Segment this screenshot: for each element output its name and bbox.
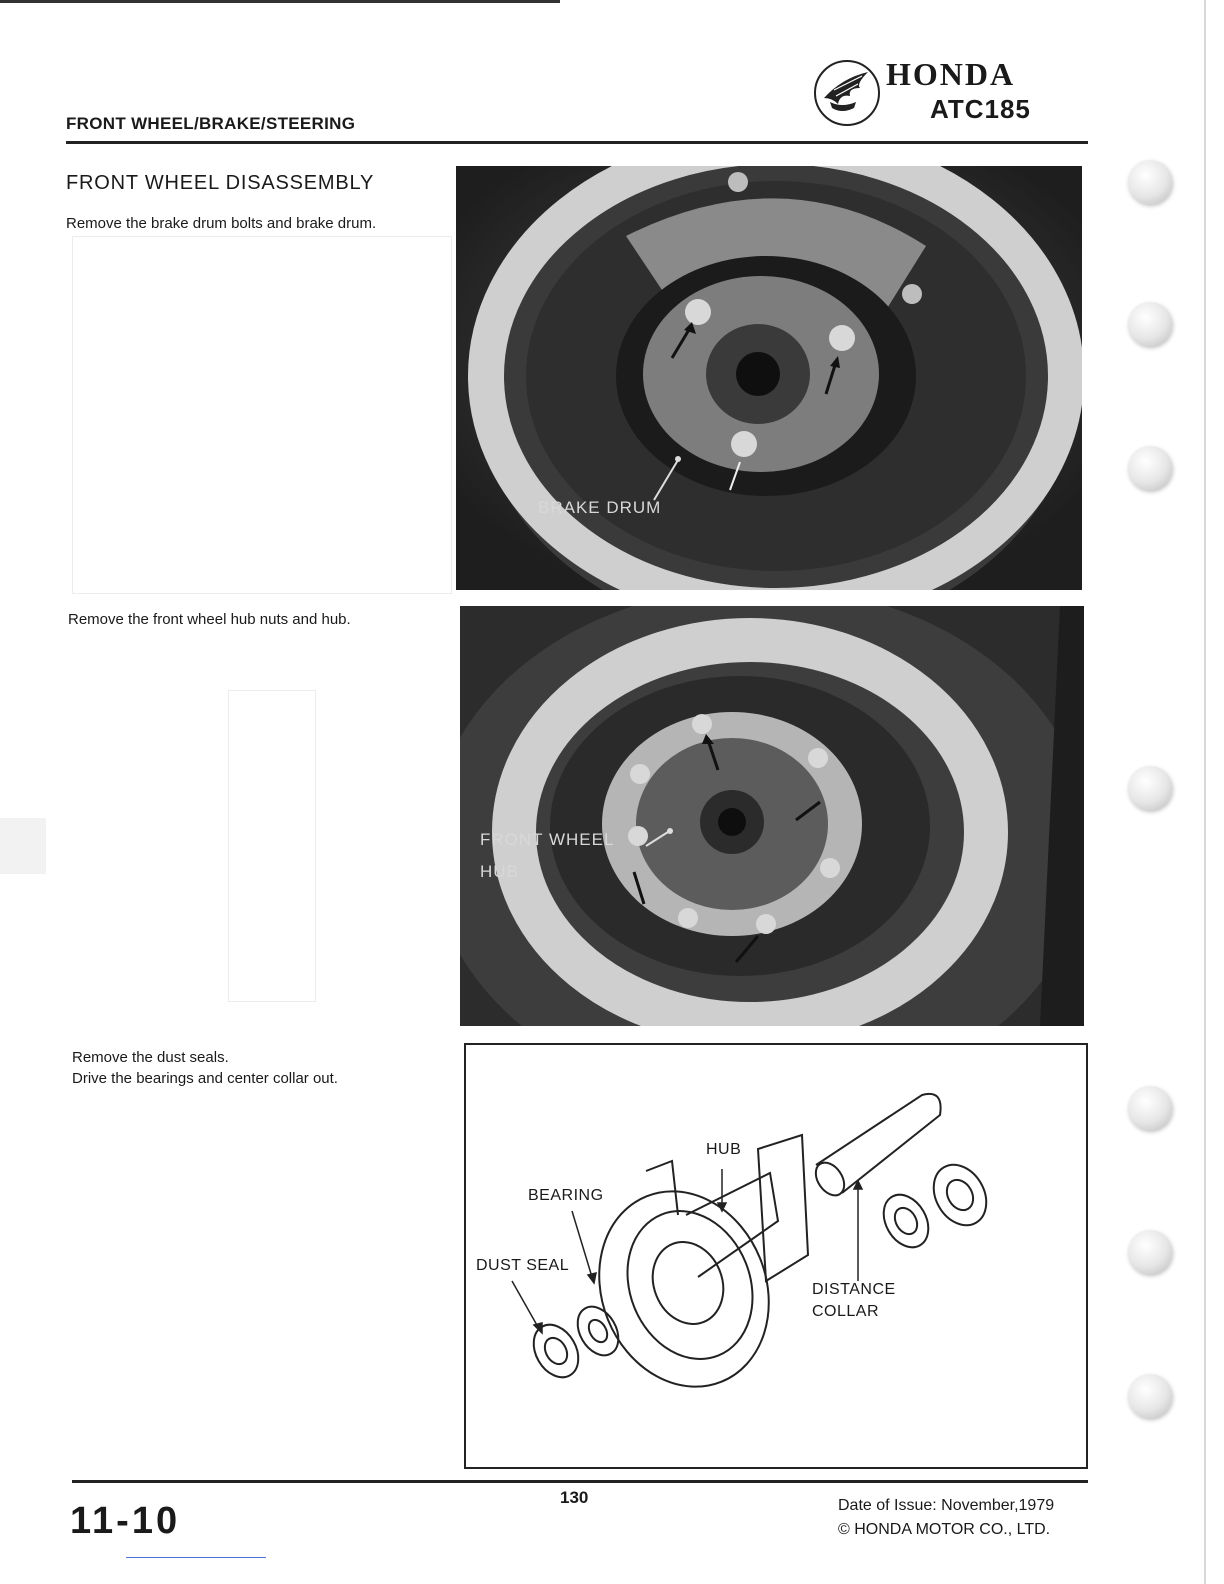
bearing-label: BEARING	[528, 1187, 604, 1204]
step-text: Remove the brake drum bolts and brake drum.	[66, 215, 377, 232]
model-name: ATC185	[930, 94, 1031, 124]
binder-hole	[1128, 160, 1172, 204]
step-text: Remove the dust seals.	[72, 1049, 229, 1066]
front-wheel-hub-photo	[460, 606, 1084, 1026]
issue-info	[838, 1494, 1054, 1542]
top-border-line	[0, 0, 560, 3]
binder-hole	[1128, 446, 1172, 490]
date-of-issue: Date of Issue: November,1979	[838, 1497, 1055, 1514]
step-text: Remove the front wheel hub nuts and hub.	[68, 611, 351, 628]
page-code: 11-10	[70, 1500, 181, 1542]
binder-hole	[1128, 1086, 1172, 1130]
tab-marker	[0, 818, 46, 874]
hub-label: HUB	[706, 1141, 742, 1158]
bleed-through-figure	[72, 236, 452, 594]
footer-rule	[72, 1480, 1088, 1483]
brand-name: HONDA	[886, 56, 1016, 92]
bleed-through-figure	[228, 690, 316, 1002]
page-heading: FRONT WHEEL DISASSEMBLY	[66, 172, 375, 194]
distance-collar-label-line2: COLLAR	[812, 1303, 880, 1320]
link-underline	[126, 1557, 266, 1558]
dust-seal-label: DUST SEAL	[476, 1257, 570, 1274]
brake-drum-label: BRAKE DRUM	[538, 498, 662, 517]
hub-label-line2: HUB	[480, 862, 519, 881]
header-rule	[66, 141, 1088, 144]
page-number: 130	[560, 1488, 589, 1507]
binder-hole	[1128, 1374, 1172, 1418]
brake-drum-photo	[456, 166, 1082, 590]
binder-hole	[1128, 766, 1172, 810]
front-wheel-label-line1: FRONT WHEEL	[480, 830, 615, 849]
honda-wing-logo	[812, 58, 882, 128]
hub-exploded-diagram	[464, 1043, 1088, 1469]
binder-hole	[1128, 1230, 1172, 1274]
section-title: FRONT WHEEL/BRAKE/STEERING	[66, 114, 356, 133]
distance-collar-label-line1: DISTANCE	[812, 1281, 896, 1298]
binder-hole	[1128, 302, 1172, 346]
step-text: Drive the bearings and center collar out.	[72, 1070, 338, 1087]
copyright: © HONDA MOTOR CO., LTD.	[838, 1521, 1051, 1538]
page-edge	[1204, 0, 1206, 1584]
